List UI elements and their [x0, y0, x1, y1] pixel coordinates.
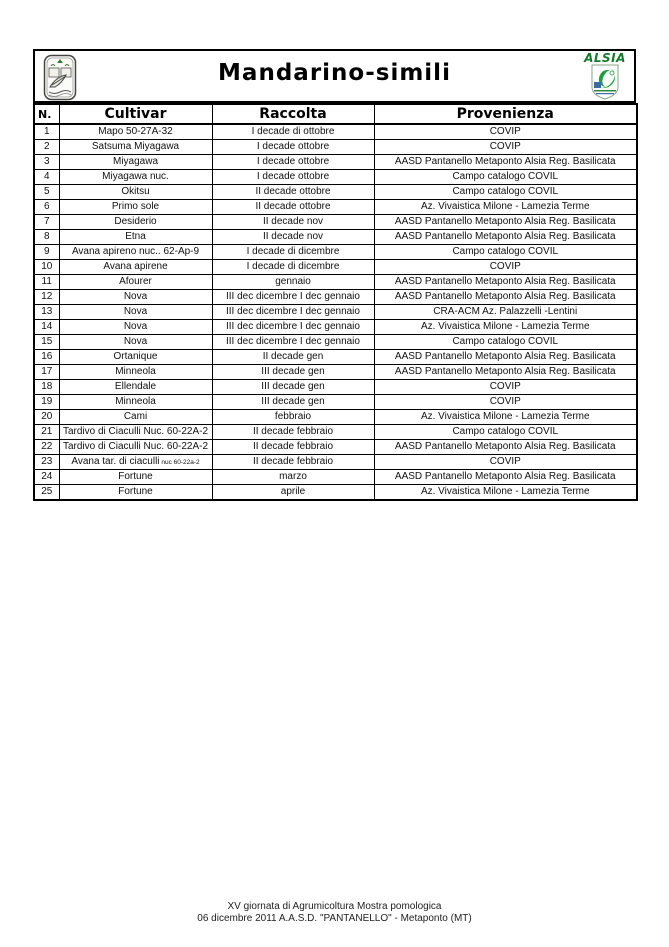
cell-provenienza: Az. Vivaistica Milone - Lamezia Terme — [374, 320, 637, 335]
alsia-logo — [582, 52, 628, 105]
table-row — [34, 245, 637, 260]
cell-n: 13 — [34, 305, 59, 320]
table-row — [34, 260, 637, 275]
table-row — [34, 410, 637, 425]
cell-provenienza: Campo catalogo COVIL — [374, 335, 637, 350]
table-row — [34, 275, 637, 290]
cell-cultivar: Avana apirene — [59, 260, 212, 275]
cell-provenienza: Campo catalogo COVIL — [374, 425, 637, 440]
cell-raccolta: II decade febbraio — [212, 440, 374, 455]
cell-n: 16 — [34, 350, 59, 365]
page-footer — [0, 901, 669, 925]
cell-raccolta: I decade ottobre — [212, 170, 374, 185]
cell-n: 7 — [34, 215, 59, 230]
cell-cultivar: Etna — [59, 230, 212, 245]
alsia-shield-icon — [590, 64, 620, 100]
cell-provenienza: AASD Pantanello Metaponto Alsia Reg. Basilicata — [374, 350, 637, 365]
cell-raccolta: II decade gen — [212, 350, 374, 365]
cell-cultivar: Ellendale — [59, 380, 212, 395]
cell-provenienza: COVIP — [374, 140, 637, 155]
cell-raccolta: II decade nov — [212, 230, 374, 245]
cell-raccolta: febbraio — [212, 410, 374, 425]
cell-cultivar: Primo sole — [59, 200, 212, 215]
cell-provenienza: AASD Pantanello Metaponto Alsia Reg. Basilicata — [374, 440, 637, 455]
cell-n: 24 — [34, 470, 59, 485]
cell-cultivar: Ortanique — [59, 350, 212, 365]
cell-cultivar: Okitsu — [59, 185, 212, 200]
cell-cultivar: Avana apireno nuc.. 62-Ap-9 — [59, 245, 212, 260]
table-row — [34, 305, 637, 320]
cell-provenienza: COVIP — [374, 124, 637, 140]
table-row — [34, 290, 637, 305]
table-row — [34, 470, 637, 485]
cell-provenienza: AASD Pantanello Metaponto Alsia Reg. Basilicata — [374, 470, 637, 485]
table-row — [34, 140, 637, 155]
column-header-n: N. — [34, 104, 59, 124]
table-row — [34, 455, 637, 470]
table-row — [34, 124, 637, 140]
cell-n: 8 — [34, 230, 59, 245]
cell-n: 15 — [34, 335, 59, 350]
table-row — [34, 485, 637, 501]
table-row — [34, 230, 637, 245]
table-row — [34, 350, 637, 365]
cell-raccolta: gennaio — [212, 275, 374, 290]
cell-n: 2 — [34, 140, 59, 155]
cell-raccolta: II decade febbraio — [212, 425, 374, 440]
cell-n: 20 — [34, 410, 59, 425]
cell-n: 22 — [34, 440, 59, 455]
cell-provenienza: COVIP — [374, 455, 637, 470]
table-row — [34, 425, 637, 440]
cell-raccolta: II decade ottobre — [212, 185, 374, 200]
cell-provenienza: COVIP — [374, 395, 637, 410]
cell-raccolta: marzo — [212, 470, 374, 485]
cell-provenienza: AASD Pantanello Metaponto Alsia Reg. Basilicata — [374, 275, 637, 290]
table-row — [34, 380, 637, 395]
column-header-cultivar: Cultivar — [59, 104, 212, 124]
cell-raccolta: III dec dicembre I dec gennaio — [212, 335, 374, 350]
cell-provenienza: Campo catalogo COVIL — [374, 245, 637, 260]
footer-line-1: XV giornata di Agrumicoltura Mostra pomologica — [227, 901, 442, 912]
header-box — [33, 49, 636, 103]
cell-raccolta: I decade ottobre — [212, 140, 374, 155]
cell-provenienza: Az. Vivaistica Milone - Lamezia Terme — [374, 410, 637, 425]
cell-raccolta: III dec dicembre I dec gennaio — [212, 290, 374, 305]
cell-cultivar: Nova — [59, 320, 212, 335]
cell-n: 17 — [34, 365, 59, 380]
cell-raccolta: II decade febbraio — [212, 455, 374, 470]
cell-cultivar: Cami — [59, 410, 212, 425]
cell-provenienza: Az. Vivaistica Milone - Lamezia Terme — [374, 200, 637, 215]
cell-cultivar: Minneola — [59, 365, 212, 380]
table-row — [34, 365, 637, 380]
table-row — [34, 335, 637, 350]
cell-raccolta: I decade di ottobre — [212, 124, 374, 140]
alsia-logo-text: ALSIA — [584, 51, 626, 65]
cell-provenienza: AASD Pantanello Metaponto Alsia Reg. Basilicata — [374, 215, 637, 230]
cell-raccolta: II decade ottobre — [212, 200, 374, 215]
cell-cultivar: Avana tar. di ciaculli nuc 60-22a-2 — [59, 455, 212, 470]
cell-raccolta: I decade ottobre — [212, 155, 374, 170]
table-row — [34, 185, 637, 200]
cell-n: 25 — [34, 485, 59, 501]
table-row — [34, 395, 637, 410]
table-row — [34, 215, 637, 230]
cell-n: 10 — [34, 260, 59, 275]
cell-n: 12 — [34, 290, 59, 305]
cell-raccolta: II decade nov — [212, 215, 374, 230]
cell-provenienza: AASD Pantanello Metaponto Alsia Reg. Basilicata — [374, 155, 637, 170]
cultivar-table — [33, 103, 638, 501]
cell-n: 23 — [34, 455, 59, 470]
cell-raccolta: III dec dicembre I dec gennaio — [212, 320, 374, 335]
cell-n: 5 — [34, 185, 59, 200]
footer-line-2: 06 dicembre 2011 A.A.S.D. "PANTANELLO" - Metaponto (MT) — [197, 913, 472, 924]
cell-cultivar: Nova — [59, 290, 212, 305]
cell-provenienza: CRA-ACM Az. Palazzelli -Lentini — [374, 305, 637, 320]
cell-raccolta: I decade di dicembre — [212, 245, 374, 260]
cell-raccolta: III decade gen — [212, 395, 374, 410]
cell-cultivar: Afourer — [59, 275, 212, 290]
table-row — [34, 170, 637, 185]
cell-n: 4 — [34, 170, 59, 185]
cell-n: 1 — [34, 124, 59, 140]
cell-cultivar: Minneola — [59, 395, 212, 410]
cell-provenienza: COVIP — [374, 380, 637, 395]
cell-n: 9 — [34, 245, 59, 260]
cell-raccolta: I decade di dicembre — [212, 260, 374, 275]
cell-raccolta: III decade gen — [212, 365, 374, 380]
cell-cultivar: Mapo 50-27A-32 — [59, 124, 212, 140]
cell-n: 11 — [34, 275, 59, 290]
cell-provenienza: AASD Pantanello Metaponto Alsia Reg. Basilicata — [374, 230, 637, 245]
cell-provenienza: Campo catalogo COVIL — [374, 170, 637, 185]
cell-provenienza: AASD Pantanello Metaponto Alsia Reg. Basilicata — [374, 290, 637, 305]
table-header-row — [34, 104, 637, 124]
cell-cultivar: Desiderio — [59, 215, 212, 230]
cell-cultivar: Fortune — [59, 470, 212, 485]
cell-provenienza: COVIP — [374, 260, 637, 275]
cell-n: 3 — [34, 155, 59, 170]
cell-cultivar: Tardivo di Ciaculli Nuc. 60-22A-2 — [59, 440, 212, 455]
cell-cultivar-suffix: nuc 60-22a-2 — [159, 458, 200, 466]
cell-cultivar: Miyagawa — [59, 155, 212, 170]
table-row — [34, 155, 637, 170]
table-body — [34, 124, 637, 500]
cell-n: 14 — [34, 320, 59, 335]
cell-cultivar: Satsuma Miyagawa — [59, 140, 212, 155]
cell-raccolta: III dec dicembre I dec gennaio — [212, 305, 374, 320]
table-row — [34, 200, 637, 215]
cell-n: 6 — [34, 200, 59, 215]
cell-raccolta: aprile — [212, 485, 374, 501]
cell-n: 21 — [34, 425, 59, 440]
cell-raccolta: III decade gen — [212, 380, 374, 395]
cell-provenienza: AASD Pantanello Metaponto Alsia Reg. Basilicata — [374, 365, 637, 380]
cell-cultivar: Miyagawa nuc. — [59, 170, 212, 185]
column-header-raccolta: Raccolta — [212, 104, 374, 124]
table-row — [34, 320, 637, 335]
cell-provenienza: Az. Vivaistica Milone - Lamezia Terme — [374, 485, 637, 501]
table-row — [34, 440, 637, 455]
cell-provenienza: Campo catalogo COVIL — [374, 185, 637, 200]
cell-n: 18 — [34, 380, 59, 395]
cell-cultivar: Fortune — [59, 485, 212, 501]
cell-cultivar: Nova — [59, 335, 212, 350]
cell-cultivar: Tardivo di Ciaculli Nuc. 60-22A-2 — [59, 425, 212, 440]
column-header-provenienza: Provenienza — [374, 104, 637, 124]
cell-cultivar: Nova — [59, 305, 212, 320]
cell-n: 19 — [34, 395, 59, 410]
page-title: Mandarino-simili — [218, 60, 451, 86]
